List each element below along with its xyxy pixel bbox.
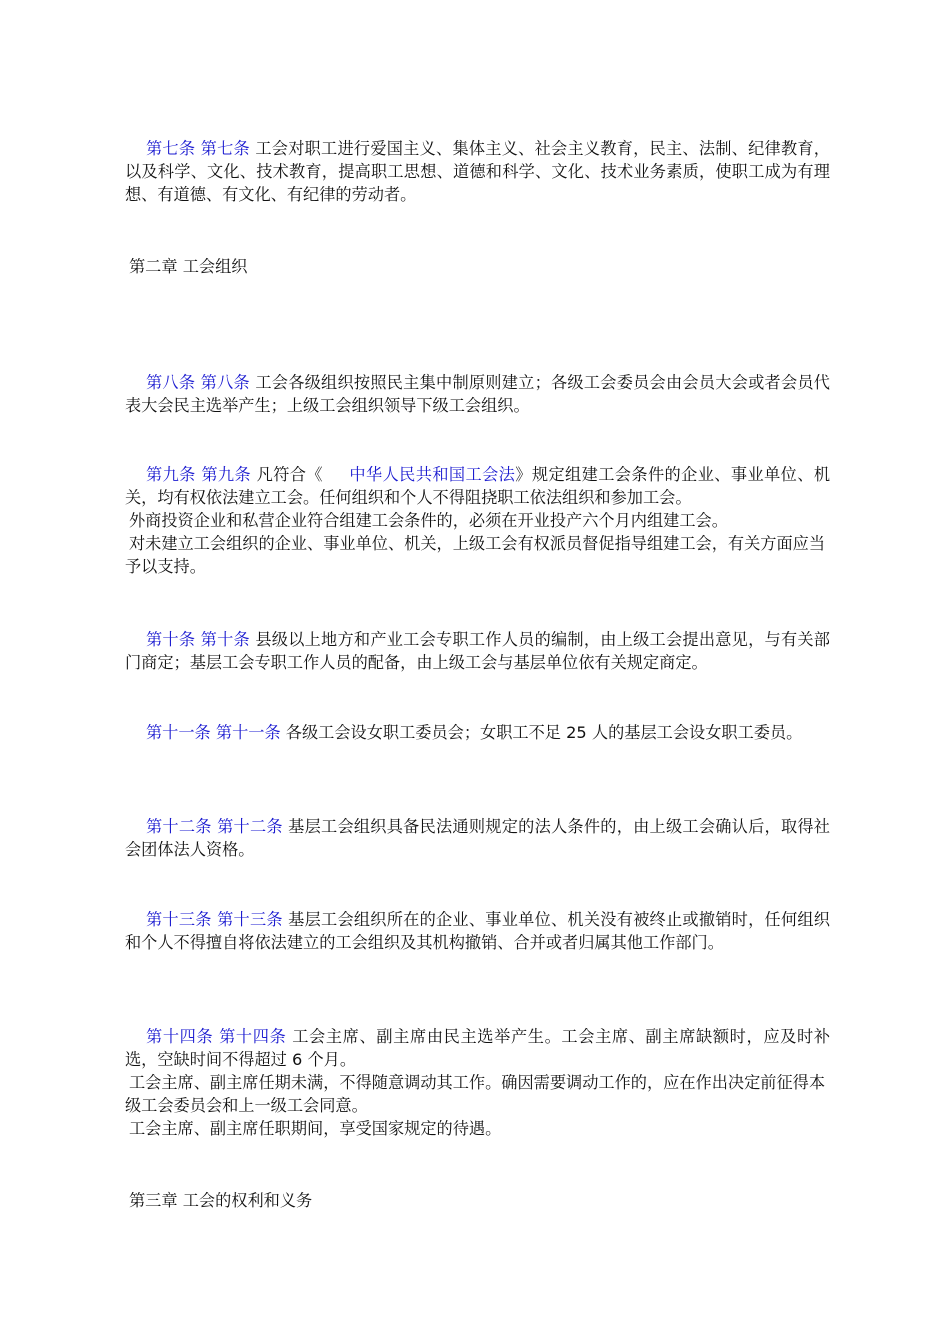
article-7-link[interactable]: 第七条 bbox=[200, 139, 250, 158]
article-9 bbox=[125, 463, 830, 578]
article-9-link[interactable]: 第九条 bbox=[201, 465, 252, 484]
article-7 bbox=[125, 137, 830, 206]
article-8-paragraph bbox=[125, 371, 830, 417]
article-13-anchor[interactable]: 第十三条 bbox=[146, 910, 212, 929]
article-8-link[interactable]: 第八条 bbox=[200, 373, 250, 392]
article-11-paragraph bbox=[125, 721, 830, 744]
article-11-anchor[interactable]: 第十一条 bbox=[146, 723, 211, 742]
article-7-paragraph bbox=[125, 137, 830, 206]
article-8-text: 工会各级组织按照民主集中制原则建立；各级工会委员会由会员大会或者会员代表大会民主选举产生；上级工会组织领导下级工会组织。 bbox=[125, 373, 830, 415]
article-9-anchor[interactable]: 第九条 bbox=[146, 465, 196, 484]
article-12 bbox=[125, 815, 830, 861]
article-13-text: 基层工会组织所在的企业、事业单位、机关没有被终止或撤销时，任何组织和个人不得擅自将依法建立的工会组织及其机构撤销、合并或者归属其他工作部门。 bbox=[125, 910, 830, 952]
article-14-link[interactable]: 第十四条 bbox=[219, 1027, 287, 1046]
article-14-anchor[interactable]: 第十四条 bbox=[146, 1027, 214, 1046]
article-12-link[interactable]: 第十二条 bbox=[217, 817, 283, 836]
article-14-paragraph bbox=[125, 1025, 830, 1071]
article-12-paragraph bbox=[125, 815, 830, 861]
article-14 bbox=[125, 1025, 830, 1140]
article-9-text-after: 》规定组建工会条件的企业、事业单位、机关，均有权依法建立工会。任何组织和个人不得阻挠职工依法组织和参加工会。 bbox=[125, 465, 831, 507]
article-7-text: 工会对职工进行爱国主义、集体主义、社会主义教育，民主、法制、纪律教育，以及科学、文化、技术教育，提高职工思想、道德和科学、文化、技术业务素质，使职工成为有理想、有道德、有文化、有纪律的劳动者。 bbox=[125, 139, 830, 204]
article-9-paragraph-2: 外商投资企业和私营企业符合组建工会条件的，必须在开业投产六个月内组建工会。 bbox=[129, 511, 728, 530]
article-13 bbox=[125, 908, 830, 954]
article-11-text: 各级工会设女职工委员会；女职工不足 25 人的基层工会设女职工委员。 bbox=[280, 723, 803, 742]
article-12-anchor[interactable]: 第十二条 bbox=[146, 817, 212, 836]
article-13-link[interactable]: 第十三条 bbox=[217, 910, 283, 929]
chapter-2-heading: 第二章 工会组织 bbox=[129, 257, 248, 276]
article-8-anchor[interactable]: 第八条 bbox=[146, 373, 196, 392]
article-14-paragraph-3: 工会主席、副主席任职期间，享受国家规定的待遇。 bbox=[129, 1119, 502, 1138]
article-10 bbox=[125, 628, 830, 674]
article-10-link[interactable]: 第十条 bbox=[200, 630, 250, 649]
article-9-text-before: 凡符合《 bbox=[251, 465, 323, 484]
article-9-paragraph bbox=[125, 463, 830, 509]
article-12-text: 基层工会组织具备民法通则规定的法人条件的，由上级工会确认后，取得社会团体法人资格。 bbox=[125, 817, 830, 859]
article-8 bbox=[125, 371, 830, 417]
article-10-text: 县级以上地方和产业工会专职工作人员的编制，由上级工会提出意见，与有关部门商定；基层工会专职工作人员的配备，由上级工会与基层单位依有关规定商定。 bbox=[125, 630, 830, 672]
article-14-text: 工会主席、副主席由民主选举产生。工会主席、副主席缺额时，应及时补选，空缺时间不得超过 6 个月。 bbox=[125, 1027, 831, 1069]
article-14-paragraph-2: 工会主席、副主席任期未满，不得随意调动其工作。确因需要调动工作的，应在作出决定前征得本级工会委员会和上一级工会同意。 bbox=[125, 1073, 826, 1115]
chapter-3-heading: 第三章 工会的权利和义务 bbox=[129, 1191, 313, 1210]
article-10-paragraph bbox=[125, 628, 830, 674]
article-9-paragraph-3: 对未建立工会组织的企业、事业单位、机关，上级工会有权派员督促指导组建工会，有关方面应当予以支持。 bbox=[125, 534, 826, 576]
article-7-anchor[interactable]: 第七条 bbox=[146, 139, 196, 158]
article-11 bbox=[125, 721, 830, 744]
article-13-paragraph bbox=[125, 908, 830, 954]
article-11-link[interactable]: 第十一条 bbox=[215, 723, 281, 742]
article-10-anchor[interactable]: 第十条 bbox=[146, 630, 196, 649]
labor-union-law-link[interactable]: 中华人民共和国工会法 bbox=[348, 465, 516, 484]
